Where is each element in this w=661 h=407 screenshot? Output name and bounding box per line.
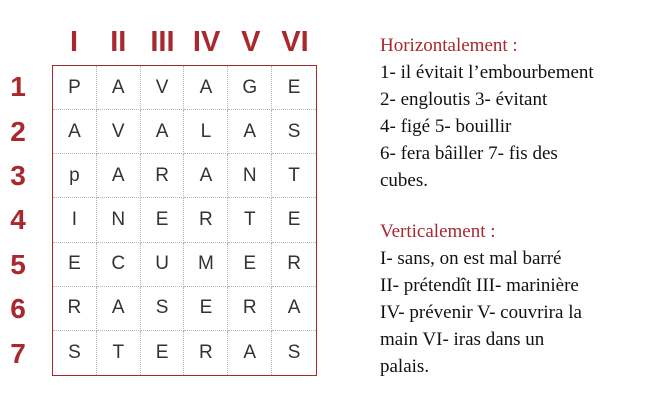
row-header-5: 5 <box>10 248 26 280</box>
vertical-clue-line: IV- prévenir V- couvrira la <box>380 302 582 323</box>
column-header-5: V <box>241 26 261 58</box>
crossword-grid <box>52 65 317 376</box>
grid-cell[interactable]: T <box>97 331 141 375</box>
grid-cell[interactable]: V <box>141 66 185 110</box>
grid-cell[interactable]: R <box>53 287 97 331</box>
grid-cell[interactable]: E <box>184 287 228 331</box>
grid-cell[interactable]: R <box>141 154 185 198</box>
horizontal-clue-line: 1- il évitait l’embourbement <box>380 62 594 83</box>
vertical-clues <box>380 245 655 380</box>
row-header-2: 2 <box>10 115 26 147</box>
vertical-clue-line: I- sans, on est mal barré <box>380 248 562 269</box>
grid-cell[interactable]: E <box>272 66 316 110</box>
grid-cell[interactable]: R <box>228 287 272 331</box>
column-header-4: IV <box>192 26 221 58</box>
column-header-2: II <box>110 26 127 58</box>
vertical-clues-title: Verticalement : <box>380 221 496 242</box>
grid-cell[interactable]: T <box>272 154 316 198</box>
grid-cell[interactable]: E <box>141 198 185 242</box>
grid-cell[interactable]: A <box>97 66 141 110</box>
row-header-6: 6 <box>10 293 26 325</box>
row-header-1: 1 <box>10 71 26 103</box>
grid-cell[interactable]: S <box>287 341 301 363</box>
row-header-3: 3 <box>10 160 26 192</box>
grid-cell[interactable]: p <box>53 154 97 198</box>
grid-cell[interactable]: S <box>272 110 316 154</box>
horizontal-clues-title: Horizontalement : <box>380 35 518 56</box>
grid-cell[interactable]: E <box>228 243 272 287</box>
column-header-6: VI <box>281 26 309 58</box>
row-header-4: 4 <box>10 204 26 236</box>
grid-cell[interactable]: R <box>184 331 228 375</box>
grid-cell[interactable]: U <box>141 243 185 287</box>
grid-cell[interactable]: I <box>53 198 97 242</box>
grid-cell[interactable]: A <box>272 287 316 331</box>
grid-cell[interactable]: E <box>53 243 97 287</box>
grid-cell[interactable]: E <box>272 198 316 242</box>
row-header-7: 7 <box>10 337 26 369</box>
grid-cell[interactable]: E <box>141 331 185 375</box>
clues-panel <box>380 32 655 380</box>
horizontal-clue-line: 2- engloutis 3- évitant <box>380 89 548 110</box>
grid-cell[interactable]: A <box>184 66 228 110</box>
grid-cell[interactable]: A <box>228 331 272 375</box>
grid-cell[interactable]: S <box>53 331 97 375</box>
vertical-clue-line: main VI- iras dans un <box>380 329 545 350</box>
grid-cell[interactable]: T <box>228 198 272 242</box>
grid-cell[interactable]: M <box>184 243 228 287</box>
grid-cell[interactable]: A <box>97 154 141 198</box>
horizontal-clue-line: 6- fera bâiller 7- fis des <box>380 143 558 164</box>
grid-cell[interactable]: L <box>184 110 228 154</box>
grid-cell[interactable]: A <box>184 154 228 198</box>
column-header-3: III <box>150 26 175 58</box>
column-headers <box>52 24 317 60</box>
grid-cell[interactable]: R <box>272 243 316 287</box>
grid-cell[interactable]: R <box>184 198 228 242</box>
grid-cell[interactable]: A <box>53 110 97 154</box>
grid-cell[interactable]: A <box>228 110 272 154</box>
vertical-clue-line: palais. <box>380 356 430 377</box>
grid-cell[interactable]: P <box>53 66 97 110</box>
grid-cell[interactable]: A <box>97 287 141 331</box>
grid-cell[interactable]: G <box>228 66 272 110</box>
grid-cell[interactable]: A <box>141 110 185 154</box>
row-headers <box>0 65 36 376</box>
grid-cell[interactable]: V <box>97 110 141 154</box>
grid-cell[interactable]: N <box>97 198 141 242</box>
grid-cell[interactable]: S <box>141 287 185 331</box>
horizontal-clues <box>380 59 655 194</box>
clue-spacer <box>380 194 655 218</box>
horizontal-clue-line: cubes. <box>380 170 429 191</box>
grid-cell[interactable]: N <box>228 154 272 198</box>
column-header-1: I <box>70 26 79 58</box>
horizontal-clue-line: 4- figé 5- bouillir <box>380 116 512 137</box>
grid-cell[interactable]: C <box>97 243 141 287</box>
vertical-clue-line: II- prétendît III- marinière <box>380 275 579 296</box>
